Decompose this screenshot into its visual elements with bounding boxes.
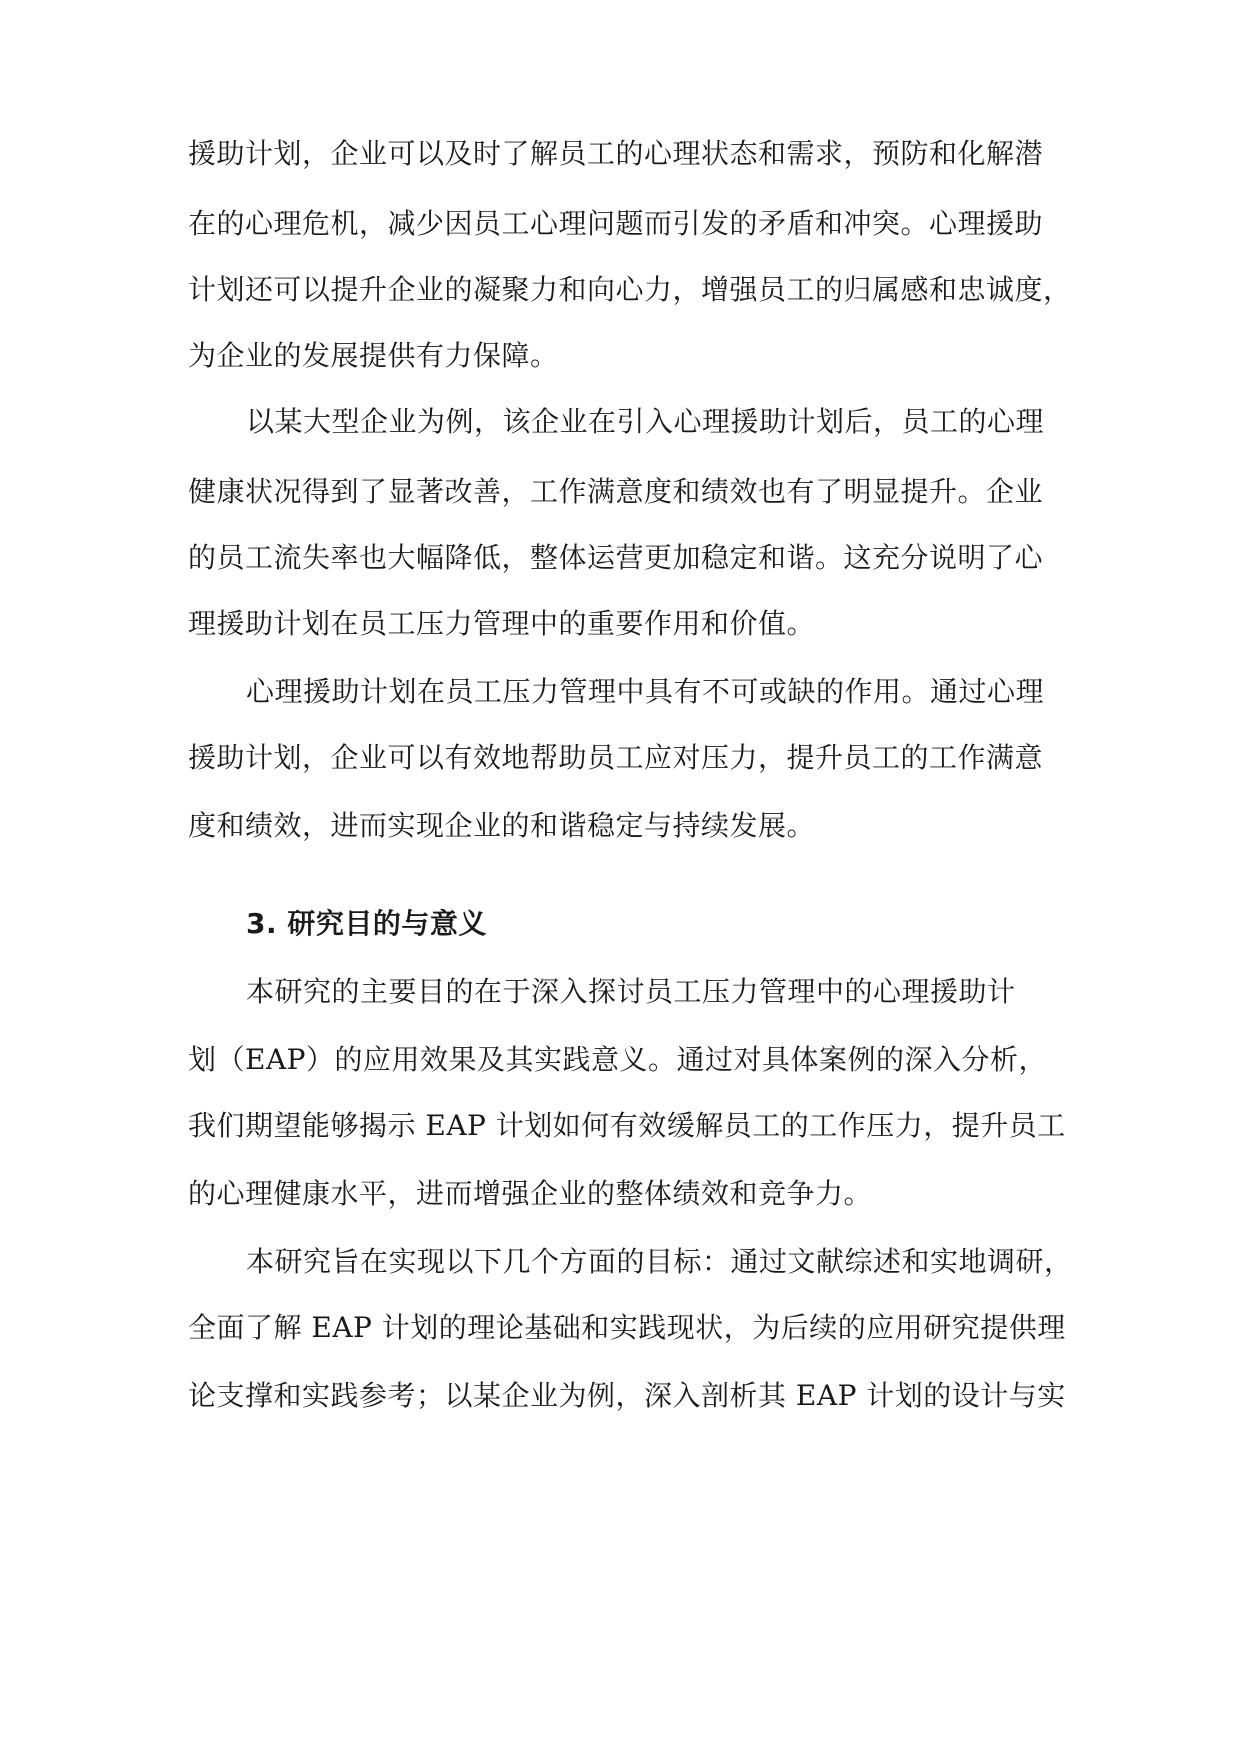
paragraph-line: 本研究旨在实现以下几个方面的目标：通过文献综述和实地调研，: [246, 1245, 1073, 1278]
paragraph-line: 理援助计划在员工压力管理中的重要作用和价值。: [188, 607, 816, 640]
paragraph-line: 全面了解 EAP 计划的理论基础和实践现状，为后续的应用研究提供理: [188, 1311, 1066, 1344]
paragraph-line: 健康状况得到了显著改善，工作满意度和绩效也有了明显提升。企业: [188, 475, 1044, 508]
paragraph-line: 援助计划，企业可以及时了解员工的心理状态和需求，预防和化解潜: [188, 137, 1044, 170]
paragraph-line: 援助计划，企业可以有效地帮助员工应对压力，提升员工的工作满意: [188, 741, 1044, 774]
paragraph-line: 以某大型企业为例，该企业在引入心理援助计划后，员工的心理: [246, 405, 1045, 438]
paragraph-line: 在的心理危机，减少因员工心理问题而引发的矛盾和冲突。心理援助: [188, 207, 1044, 240]
paragraph-line: 度和绩效，进而实现企业的和谐稳定与持续发展。: [188, 809, 816, 842]
paragraph-line: 计划还可以提升企业的凝聚力和向心力，增强员工的归属感和忠诚度，: [188, 273, 1072, 306]
paragraph-line: 为企业的发展提供有力保障。: [188, 339, 559, 372]
paragraph-line: 的员工流失率也大幅降低，整体运营更加稳定和谐。这充分说明了心: [188, 541, 1044, 574]
paragraph-line: 心理援助计划在员工压力管理中具有不可或缺的作用。通过心理: [246, 675, 1045, 708]
section-heading: 3. 研究目的与意义: [246, 907, 487, 940]
paragraph-line: 本研究的主要目的在于深入探讨员工压力管理中的心理援助计: [246, 975, 1016, 1008]
paragraph-line: 划（EAP）的应用效果及其实践意义。通过对具体案例的深入分析，: [188, 1043, 1048, 1076]
paragraph-line: 论支撑和实践参考；以某企业为例，深入剖析其 EAP 计划的设计与实: [188, 1379, 1066, 1412]
paragraph-line: 我们期望能够揭示 EAP 计划如何有效缓解员工的工作压力，提升员工: [188, 1109, 1066, 1142]
paragraph-line: 的心理健康水平，进而增强企业的整体绩效和竞争力。: [188, 1177, 873, 1210]
